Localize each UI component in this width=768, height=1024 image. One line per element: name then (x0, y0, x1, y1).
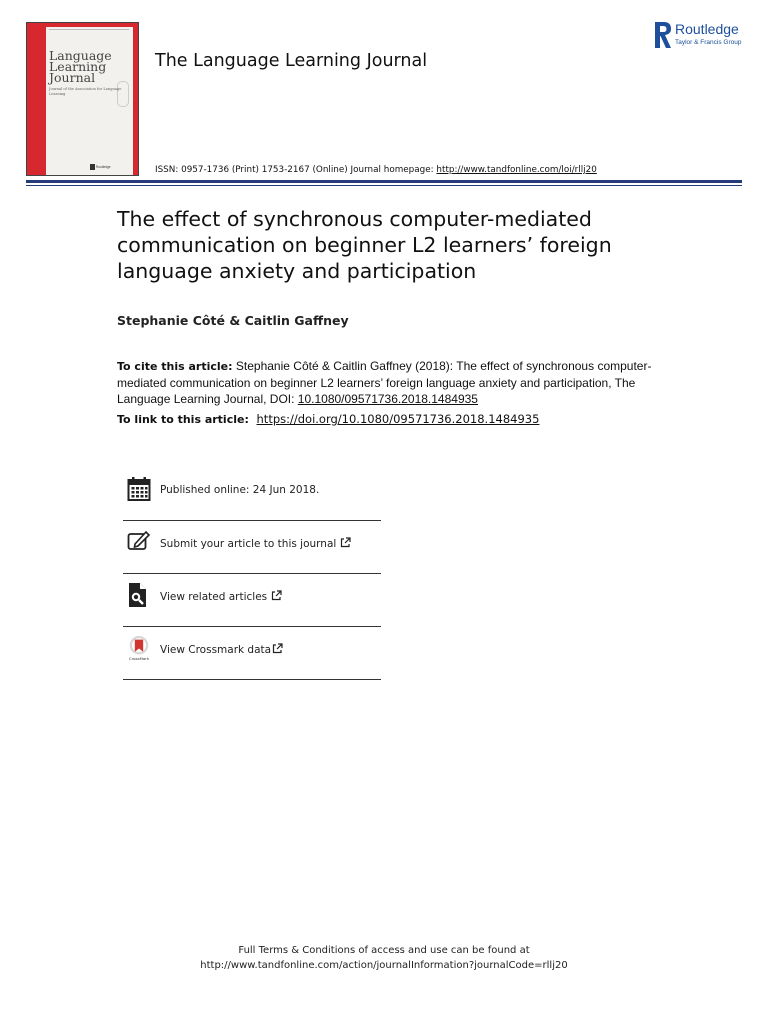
article-doi-url[interactable]: https://doi.org/10.1080/09571736.2018.1484935 (256, 412, 540, 426)
cover-publisher (90, 164, 111, 170)
crossmark-caption: CrossMark (128, 656, 150, 661)
divider (123, 573, 381, 574)
citation-block (117, 358, 662, 407)
footer-terms-text: Full Terms & Conditions of access and use can be found at (238, 945, 530, 956)
citation-text: Stephanie Côté & Caitlin Gaffney (2018): The effect of synchronous computer-mediated communication on beginner L2 learners’ foreign language anxiety and participation, The Language Learning Journal, DOI: (117, 359, 652, 406)
footer-terms-link[interactable]: http://www.tandfonline.com/action/journalInformation?journalCode=rllj20 (200, 960, 568, 971)
issn-text: ISSN: 0957-1736 (Print) 1753-2167 (Online) Journal homepage: (155, 165, 437, 175)
footer-terms (0, 943, 768, 973)
cover-title: Language Learning Journal (49, 48, 112, 85)
routledge-r-icon (654, 21, 672, 49)
published-online-text: Published online: 24 Jun 2018. (160, 484, 320, 496)
calendar-icon (127, 476, 151, 502)
divider (123, 626, 381, 627)
crossmark-icon (127, 635, 151, 661)
divider (123, 520, 381, 521)
divider (123, 679, 381, 680)
routledge-group: Taylor & Francis Group (675, 39, 742, 46)
external-link-icon (271, 590, 282, 601)
submit-article-link[interactable]: Submit your article to this journal (160, 538, 337, 550)
citation-doi-link[interactable]: 10.1080/09571736.2018.1484935 (297, 392, 478, 406)
article-authors: Stephanie Côté & Caitlin Gaffney (117, 313, 349, 328)
external-link-icon (340, 537, 351, 548)
journal-homepage-link[interactable]: http://www.tandfonline.com/loi/rllj20 (436, 165, 597, 175)
journal-name: The Language Learning Journal (155, 51, 428, 71)
cover-publisher-logo-icon (90, 164, 95, 170)
issn-line (155, 165, 597, 175)
cover-publisher-name: Routledge (96, 164, 111, 169)
crossmark-link[interactable]: View Crossmark data (160, 644, 272, 656)
external-link-icon (272, 643, 283, 654)
article-link-row (117, 412, 539, 426)
related-articles-link[interactable]: View related articles (160, 591, 268, 603)
article-title: The effect of synchronous computer-mediated communication on beginner L2 learners’ foreign language anxiety and participation (117, 207, 612, 283)
edit-icon (127, 529, 151, 555)
header-rule-thin (26, 185, 742, 186)
cover-subtitle: Journal of the Association for Language Learning (49, 87, 122, 96)
routledge-name: Routledge (675, 21, 739, 37)
routledge-logo[interactable] (654, 21, 754, 51)
citation-label: To cite this article: (117, 360, 233, 373)
journal-cover-image (26, 22, 139, 176)
search-document-icon (127, 582, 151, 608)
article-link-label: To link to this article: (117, 413, 249, 426)
cover-header-rule (49, 29, 129, 34)
header-rule (26, 180, 742, 183)
